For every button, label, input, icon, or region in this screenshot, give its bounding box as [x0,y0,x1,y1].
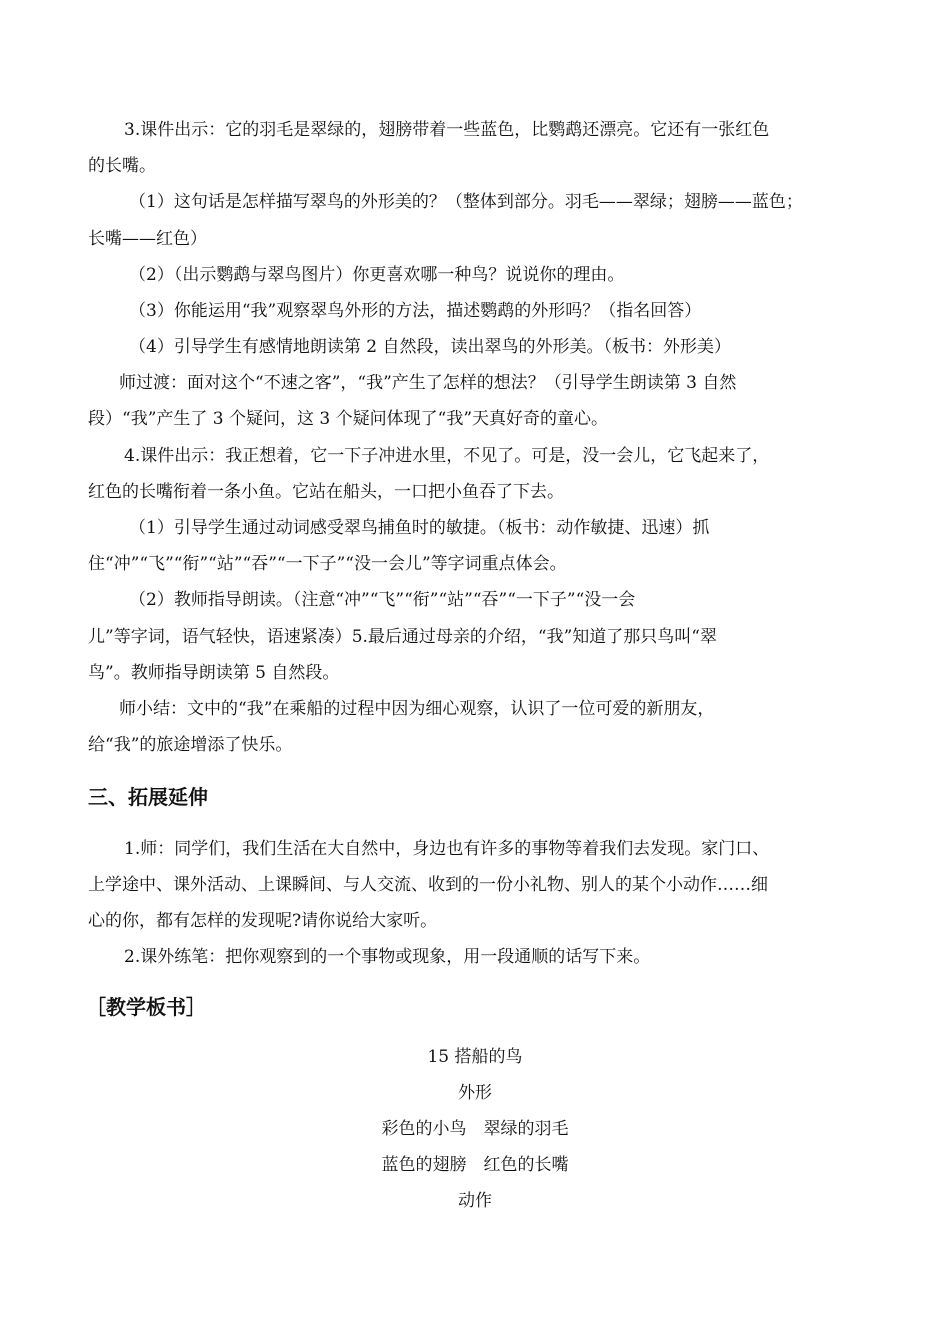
paragraph-line: 儿”等字词，语气轻快，语速紧凑）5.最后通过母亲的介绍，“我”知道了那只鸟叫“翠 [88,627,717,647]
board-line: 彩色的小鸟 翠绿的羽毛 [381,1119,569,1139]
paragraph-line: （3）你能运用“我”观察翠鸟外形的方法，描述鹦鹉的外形吗？（指名回答） [129,301,702,321]
paragraph-line: 心的你，都有怎样的发现呢?请你说给大家听。 [88,911,438,931]
paragraph-line: 3.课件出示：它的羽毛是翠绿的，翅膀带着一些蓝色，比鹦鹉还漂亮。它还有一张红色 [124,120,770,140]
paragraph-line: （4）引导学生有感情地朗读第 2 自然段，读出翠鸟的外形美。（板书：外形美） [129,337,731,357]
paragraph-line: 鸟”。教师指导朗读第 5 自然段。 [88,663,340,683]
board-heading: ［教学板书］ [86,995,206,1019]
paragraph-line: （2）教师指导朗读。（注意“冲”“飞”“衔”“站”“吞”“一下子”“没一会 [129,590,636,610]
paragraph-line: （1）引导学生通过动词感受翠鸟捕鱼时的敏捷。（板书：动作敏捷、迅速）抓 [129,518,710,538]
paragraph-line: 上学途中、课外活动、上课瞬间、与人交流、收到的一份小礼物、别人的某个小动作……细 [88,875,768,895]
paragraph-line: （2）（出示鹦鹉与翠鸟图片）你更喜欢哪一种鸟？说说你的理由。 [129,265,625,285]
paragraph-line: 1.师：同学们，我们生活在大自然中，身边也有许多的事物等着我们去发现。家门口、 [124,839,770,859]
paragraph-line: 长嘴——红色） [88,229,207,249]
paragraph-line: 2.课外练笔：把你观察到的一个事物或现象，用一段通顺的话写下来。 [124,947,651,967]
paragraph-line: 师过渡：面对这个“不速之客”，“我”产生了怎样的想法？（引导学生朗读第 3 自然 [119,373,737,393]
board-line: 动作 [458,1191,492,1211]
paragraph-line: 师小结：文中的“我”在乘船的过程中因为细心观察，认识了一位可爱的新朋友， [119,699,715,719]
paragraph-line: （1）这句话是怎样描写翠鸟的外形美的？（整体到部分。羽毛——翠绿；翅膀——蓝色； [129,192,803,212]
paragraph-line: 段）“我”产生了 3 个疑问，这 3 个疑问体现了“我”天真好奇的童心。 [88,409,609,429]
board-line: 15 搭船的鸟 [427,1047,523,1067]
board-line: 外形 [458,1083,492,1103]
paragraph-line: 住“冲”“飞”“衔”“站”“吞”“一下子”“没一会儿”等字词重点体会。 [88,554,567,574]
paragraph-line: 给“我”的旅途增添了快乐。 [88,735,293,755]
paragraph-line: 的长嘴。 [88,156,156,176]
board-line: 蓝色的翅膀 红色的长嘴 [381,1155,569,1175]
paragraph-line: 红色的长嘴衔着一条小鱼。它站在船头，一口把小鱼吞了下去。 [88,482,564,502]
section-heading: 三、拓展延伸 [88,785,208,809]
paragraph-line: 4.课件出示：我正想着，它一下子冲进水里，不见了。可是，没一会儿，它飞起来了， [124,446,770,466]
